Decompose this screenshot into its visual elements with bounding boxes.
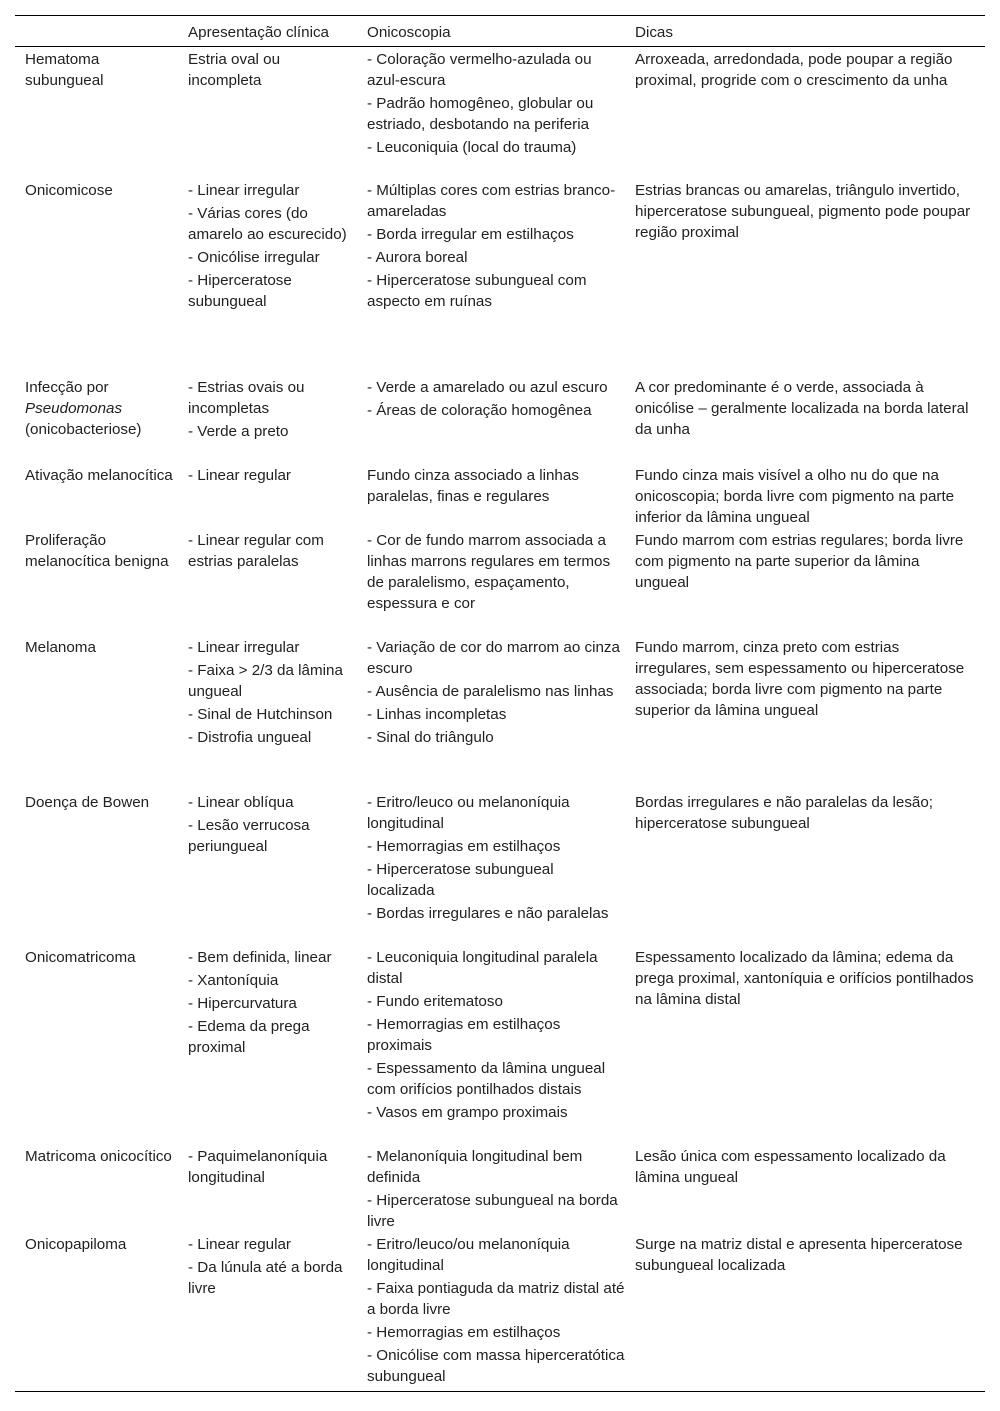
condition-line: Matricoma onicocítico (25, 1148, 172, 1165)
clinical-line: - Paquimelanoníquia longitudinal (188, 1148, 328, 1186)
onychoscopy-line: - Padrão homogêneo, globular ou estriado, desbotando na periferia (367, 95, 594, 133)
onychoscopy-line: - Borda irregular em estilhaços (367, 226, 574, 243)
tips-text: Fundo marrom, cinza preto com estrias irregulares, sem espessamento ou hiperceratose associada; borda livre com pigmento na parte superior da lâmina ungueal (635, 639, 965, 719)
clinical-cell (178, 377, 357, 444)
table-row (15, 947, 985, 1146)
condition-line: Hematoma subungueal (25, 51, 104, 89)
clinical-line: - Linear regular (188, 467, 291, 484)
table-body (15, 47, 985, 1391)
condition-line: Infecção por (25, 379, 109, 396)
condition-cell (15, 637, 178, 658)
condition-line: Onicomatricoma (25, 949, 136, 966)
tips-text: Arroxeada, arredondada, pode poupar a região proximal, progride com o crescimento da unha (635, 51, 953, 89)
tips-text: Espessamento localizado da lâmina; edema da prega proximal, xantoníquia e orifícios pontilhados na lâmina distal (635, 949, 974, 1008)
tips-text: Lesão única com espessamento localizado da lâmina ungueal (635, 1148, 946, 1186)
clinical-line: - Faixa > 2/3 da lâmina ungueal (188, 662, 343, 700)
clinical-line: - Estrias ovais ou incompletas (188, 379, 305, 417)
table-row (15, 530, 985, 637)
clinical-cell (178, 465, 357, 488)
header-tips: Dicas (635, 24, 673, 41)
onychoscopy-line: - Hiperceratose subungueal localizada (367, 861, 554, 899)
onychoscopy-line: - Vasos em grampo proximais (367, 1104, 568, 1121)
onychoscopy-line: - Múltiplas cores com estrias branco-amareladas (367, 182, 616, 220)
clinical-line: - Linear oblíqua (188, 794, 294, 811)
condition-line: Melanoma (25, 639, 96, 656)
onychoscopy-line: - Hemorragias em estilhaços proximais (367, 1016, 561, 1054)
tips-cell (625, 637, 985, 723)
tips-cell (625, 180, 985, 245)
clinical-line: - Da lúnula até a borda livre (188, 1259, 343, 1297)
clinical-cell (178, 49, 357, 93)
clinical-line: - Distrofia ungueal (188, 729, 312, 746)
onychoscopy-line: - Cor de fundo marrom associada a linhas marrons regulares em termos de paralelismo, espaçamento, espessura e cor (367, 532, 611, 612)
tips-cell (625, 377, 985, 442)
tips-text: Fundo cinza mais visível a olho nu do que na onicoscopia; borda livre com pigmento na parte inferior da lâmina ungueal (635, 467, 955, 526)
tips-cell (625, 530, 985, 595)
clinical-line: - Linear regular (188, 1236, 291, 1253)
tips-text: A cor predominante é o verde, associada à onicólise – geralmente localizada na borda lateral da unha (635, 379, 969, 438)
tips-cell (625, 792, 985, 836)
onychoscopy-line: - Eritro/leuco/ou melanoníquia longitudinal (367, 1236, 570, 1274)
table-row (15, 180, 985, 377)
tips-cell (625, 1146, 985, 1190)
condition-cell (15, 947, 178, 968)
onychoscopy-line: - Fundo eritematoso (367, 993, 503, 1010)
onychoscopy-cell (357, 530, 625, 616)
condition-cell (15, 792, 178, 813)
tips-text: Bordas irregulares e não paralelas da lesão; hiperceratose subungueal (635, 794, 934, 832)
onychoscopy-cell (357, 947, 625, 1125)
onychoscopy-line: - Verde a amarelado ou azul escuro (367, 379, 608, 396)
condition-line: Onicopapiloma (25, 1236, 127, 1253)
tips-text: Estrias brancas ou amarelas, triângulo invertido, hiperceratose subungueal, pigmento pode poupar região proximal (635, 182, 971, 241)
clinical-line: - Lesão verrucosa periungueal (188, 817, 310, 855)
onychoscopy-line: - Aurora boreal (367, 249, 468, 266)
table-header (15, 16, 985, 47)
clinical-line: - Xantoníquia (188, 972, 279, 989)
clinical-line: - Linear regular com estrias paralelas (188, 532, 324, 570)
onychoscopy-line: - Ausência de paralelismo nas linhas (367, 683, 614, 700)
onychoscopy-line: - Hemorragias em estilhaços (367, 1324, 561, 1341)
onychoscopy-line: - Leuconiquia (local do trauma) (367, 139, 577, 156)
clinical-cell (178, 180, 357, 314)
onychoscopy-line: - Bordas irregulares e não paralelas (367, 905, 609, 922)
onychoscopy-cell (357, 49, 625, 160)
clinical-line: - Bem definida, linear (188, 949, 332, 966)
onychoscopy-line: - Melanoníquia longitudinal bem definida (367, 1148, 583, 1186)
clinical-line: Estria oval ou incompleta (188, 51, 281, 89)
table-row (15, 377, 985, 465)
tips-text: Fundo marrom com estrias regulares; borda livre com pigmento na parte superior da lâmina ungueal (635, 532, 964, 591)
table-row (15, 1234, 985, 1391)
condition-cell (15, 377, 178, 440)
table-row (15, 49, 985, 180)
clinical-line: - Linear irregular (188, 182, 300, 199)
header-clinical: Apresentação clínica (188, 24, 329, 41)
condition-line: Proliferação melanocítica benigna (25, 532, 169, 570)
tips-cell (625, 465, 985, 530)
condition-line: (onicobacteriose) (25, 421, 142, 438)
clinical-line: - Edema da prega proximal (188, 1018, 310, 1056)
clinical-line: - Várias cores (do amarelo ao escurecido) (188, 205, 347, 243)
onychoscopy-line: - Espessamento da lâmina ungueal com orifícios pontilhados distais (367, 1060, 606, 1098)
condition-cell (15, 180, 178, 201)
condition-cell (15, 49, 178, 91)
onychoscopy-line: - Leuconiquia longitudinal paralela distal (367, 949, 598, 987)
clinical-line: - Onicólise irregular (188, 249, 320, 266)
clinical-line: - Linear irregular (188, 639, 300, 656)
table-row (15, 1146, 985, 1234)
condition-cell (15, 530, 178, 572)
onychoscopy-line: - Coloração vermelho-azulada ou azul-escura (367, 51, 592, 89)
condition-cell (15, 1234, 178, 1255)
clinical-line: - Verde a preto (188, 423, 289, 440)
clinical-cell (178, 530, 357, 574)
onychoscopy-line: - Onicólise com massa hiperceratótica subungueal (367, 1347, 625, 1385)
table-row (15, 792, 985, 947)
condition-line: Ativação melanocítica (25, 467, 173, 484)
condition-line: Doença de Bowen (25, 794, 150, 811)
table-row (15, 465, 985, 530)
clinical-cell (178, 792, 357, 859)
tips-cell (625, 1234, 985, 1278)
onychoscopy-cell (357, 637, 625, 750)
clinical-cell (178, 1234, 357, 1301)
tips-cell (625, 49, 985, 93)
onychoscopy-cell (357, 1234, 625, 1389)
onychoscopy-line: - Áreas de coloração homogênea (367, 402, 592, 419)
clinical-cell (178, 1146, 357, 1190)
onychoscopy-line: - Eritro/leuco ou melanoníquia longitudinal (367, 794, 570, 832)
condition-line: Onicomicose (25, 182, 113, 199)
onychoscopy-line: - Sinal do triângulo (367, 729, 494, 746)
header-condition (15, 22, 178, 46)
clinical-line: - Sinal de Hutchinson (188, 706, 333, 723)
onychoscopy-cell (357, 465, 625, 509)
table-row (15, 637, 985, 792)
onychoscopy-line: - Variação de cor do marrom ao cinza escuro (367, 639, 620, 677)
onychoscopy-line: - Hiperceratose subungueal com aspecto em ruínas (367, 272, 587, 310)
onychoscopy-cell (357, 792, 625, 926)
onychoscopy-cell (357, 180, 625, 314)
onychoscopy-cell (357, 377, 625, 423)
clinical-line: - Hiperceratose subungueal (188, 272, 292, 310)
clinical-line: - Hipercurvatura (188, 995, 297, 1012)
tips-cell (625, 947, 985, 1012)
tips-text: Surge na matriz distal e apresenta hiperceratose subungueal localizada (635, 1236, 963, 1274)
comparison-table (15, 15, 985, 1392)
onychoscopy-line: - Hemorragias em estilhaços (367, 838, 561, 855)
onychoscopy-cell (357, 1146, 625, 1234)
header-onychoscopy: Onicoscopia (367, 24, 451, 41)
onychoscopy-line: - Hiperceratose subungueal na borda livre (367, 1192, 618, 1230)
condition-cell (15, 1146, 178, 1167)
condition-cell (15, 465, 178, 486)
clinical-cell (178, 947, 357, 1060)
onychoscopy-line: Fundo cinza associado a linhas paralelas, finas e regulares (367, 467, 579, 505)
clinical-cell (178, 637, 357, 750)
condition-line: Pseudomonas (25, 400, 123, 417)
onychoscopy-line: - Faixa pontiaguda da matriz distal até a borda livre (367, 1280, 625, 1318)
onychoscopy-line: - Linhas incompletas (367, 706, 507, 723)
